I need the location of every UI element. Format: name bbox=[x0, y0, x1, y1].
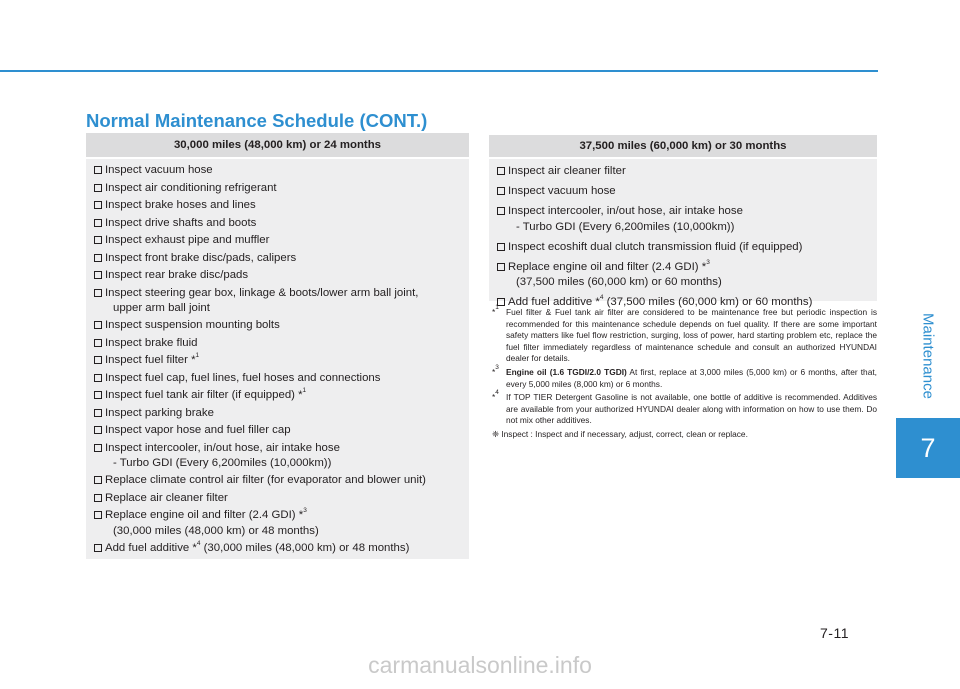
footnote bbox=[489, 304, 877, 365]
side-chapter-label bbox=[896, 296, 960, 416]
checkbox-icon bbox=[94, 544, 102, 552]
footnote bbox=[489, 389, 877, 427]
footnotes bbox=[489, 304, 877, 443]
checklist-item bbox=[94, 216, 469, 231]
checklist-item bbox=[94, 163, 469, 178]
footnote-text: Fuel filter & Fuel tank air filter are considered to be maintenance free but periodic inspection is recommended for this maintenance schedule depends on fuel quality. If there are some important safety matters like fuel flow restriction, surging, loss of power, hard starting problem etc, replace the fuel filter immediately regardless of maintenance schedule and consult an authorized HYUNDAI dealer for details. bbox=[506, 307, 877, 364]
checklist-item bbox=[94, 286, 469, 316]
checkbox-icon bbox=[94, 184, 102, 192]
checklist-item-interval: (30,000 miles (48,000 km) or 48 months) bbox=[200, 542, 410, 555]
inspect-note: ❈ Inspect : Inspect and if necessary, adjust, correct, clean or replace. bbox=[492, 428, 748, 439]
checklist-item-interval: (37,500 miles (60,000 km) or 60 months) bbox=[603, 296, 813, 309]
footnote-mark bbox=[492, 304, 499, 319]
checkbox-icon bbox=[94, 511, 102, 519]
checkbox-icon bbox=[94, 166, 102, 174]
checkbox-icon bbox=[94, 201, 102, 209]
footnote bbox=[489, 363, 877, 390]
checkbox-icon bbox=[497, 207, 505, 215]
checklist-item bbox=[94, 336, 469, 351]
checkbox-icon bbox=[94, 444, 102, 452]
checklist-item bbox=[94, 268, 469, 283]
footnote-ref: 3 bbox=[303, 507, 307, 515]
checkbox-icon bbox=[94, 219, 102, 227]
checkbox-icon bbox=[94, 356, 102, 364]
checkbox-icon bbox=[94, 236, 102, 244]
checklist-item-text: Replace engine oil and filter (2.4 GDI) * bbox=[105, 509, 304, 522]
checklist-item-text: Inspect steering gear box, linkage & boots/lower arm ball joint, bbox=[105, 286, 419, 299]
side-chapter-label-text: Maintenance bbox=[919, 313, 937, 399]
checklist-item-text: Inspect intercooler, in/out hose, air intake hose bbox=[508, 205, 743, 218]
footnote-asterisk: * bbox=[492, 366, 496, 377]
checkbox-icon bbox=[497, 167, 505, 175]
checkbox-icon bbox=[497, 187, 505, 195]
checklist-item-text: Replace climate control air filter (for evaporator and blower unit) bbox=[105, 474, 426, 487]
schedule-list-30000 bbox=[86, 159, 469, 556]
checklist-item bbox=[94, 198, 469, 213]
checklist-item bbox=[497, 164, 877, 179]
checklist-item bbox=[94, 423, 469, 438]
footnote-ref: 4 bbox=[196, 540, 201, 548]
checklist-item bbox=[497, 204, 877, 234]
checklist-item bbox=[94, 233, 469, 248]
checklist-item-text: Inspect brake fluid bbox=[105, 336, 198, 349]
checklist-item-text: Inspect exhaust pipe and muffler bbox=[105, 234, 270, 246]
checklist-item-text: Inspect air cleaner filter bbox=[508, 165, 626, 177]
checkbox-icon bbox=[94, 321, 102, 329]
checklist-item bbox=[94, 441, 469, 471]
footnote-asterisk: * bbox=[492, 307, 496, 317]
footnote-mark bbox=[492, 363, 499, 379]
footnote-ref: 3 bbox=[706, 259, 710, 267]
checkbox-icon bbox=[94, 339, 102, 347]
checkbox-icon bbox=[497, 263, 505, 271]
checklist-item bbox=[94, 181, 469, 196]
checklist-item-detail: upper arm ball joint bbox=[113, 301, 210, 314]
schedule-panel-30000 bbox=[86, 133, 469, 559]
checklist-item-text: Inspect ecoshift dual clutch transmission fluid (if equipped) bbox=[508, 240, 803, 253]
schedule-header-37500: 37,500 miles (60,000 km) or 30 months bbox=[489, 135, 877, 157]
checklist-item bbox=[94, 491, 469, 506]
schedule-list-37500 bbox=[489, 159, 877, 311]
checkbox-icon bbox=[94, 254, 102, 262]
checkbox-icon bbox=[94, 409, 102, 417]
checklist-item-text: Add fuel additive * bbox=[508, 296, 600, 309]
checkbox-icon bbox=[94, 391, 102, 399]
top-rule bbox=[0, 70, 878, 72]
checklist-item-text: Inspect brake hoses and lines bbox=[105, 199, 256, 211]
checklist-item-text: Inspect parking brake bbox=[105, 406, 214, 419]
checklist-item-detail: (30,000 miles (48,000 km) or 48 months) bbox=[113, 524, 319, 537]
checkbox-icon bbox=[94, 476, 102, 484]
checklist-item-text: Inspect rear brake disc/pads bbox=[105, 269, 249, 281]
checklist-item-detail: - Turbo GDI (Every 6,200miles (10,000km)) bbox=[113, 456, 332, 469]
checklist-item-text: Inspect fuel cap, fuel lines, fuel hoses and connections bbox=[105, 371, 381, 384]
checklist-item-detail: (37,500 miles (60,000 km) or 60 months) bbox=[516, 276, 722, 289]
checklist-item bbox=[94, 318, 469, 333]
footnote-ref: 1 bbox=[302, 387, 307, 395]
checklist-item bbox=[94, 353, 469, 368]
footnote-mark bbox=[492, 389, 499, 404]
checklist-item bbox=[497, 260, 877, 290]
checklist-item-text: Inspect vacuum hose bbox=[105, 164, 213, 176]
footnote-number: 3 bbox=[495, 363, 499, 371]
footnote-ref: 4 bbox=[599, 294, 604, 302]
checklist-item-text: Inspect suspension mounting bolts bbox=[105, 319, 280, 332]
checklist-item-text: Inspect drive shafts and boots bbox=[105, 216, 257, 229]
checkbox-icon bbox=[94, 271, 102, 279]
footnote-bold: Engine oil (1.6 TGDI/2.0 TGDI) bbox=[506, 366, 627, 377]
footnote-text: If TOP TIER Detergent Gasoline is not available, one bottle of additive is recommended. Additives are available from your authorized HYUNDAI dealer along with information on how to use them. Do not mix other additives. bbox=[506, 392, 877, 426]
checklist-item-text: Inspect intercooler, in/out hose, air intake hose bbox=[105, 441, 340, 454]
watermark: carmanualsonline.info bbox=[368, 652, 592, 678]
checklist-item-text: Inspect front brake disc/pads, calipers bbox=[105, 251, 297, 264]
checklist-item bbox=[94, 371, 469, 386]
checklist-item-text: Add fuel additive * bbox=[105, 542, 197, 555]
checklist-item-text: Inspect fuel filter * bbox=[105, 354, 196, 367]
checklist-item-text: Replace air cleaner filter bbox=[105, 491, 228, 504]
checklist-item bbox=[94, 508, 469, 538]
footnote-number: 1 bbox=[495, 304, 499, 311]
checklist-item bbox=[497, 184, 877, 199]
schedule-header-30000: 30,000 miles (48,000 km) or 24 months bbox=[86, 133, 469, 157]
footnote-ref: 1 bbox=[195, 352, 200, 360]
footnote-asterisk: * bbox=[492, 392, 496, 403]
checkbox-icon bbox=[94, 426, 102, 434]
footnote-number: 4 bbox=[495, 389, 499, 397]
footnote-text: At first, replace at 3,000 miles (5,000 km) or 6 months, after that, every 5,000 miles (8,000 km) or 6 months. bbox=[506, 366, 877, 389]
checkbox-icon bbox=[94, 374, 102, 382]
chapter-tab bbox=[896, 418, 960, 478]
checklist-item-text: Inspect vapor hose and fuel filler cap bbox=[105, 424, 291, 437]
checklist-item-text: Inspect vacuum hose bbox=[508, 185, 616, 198]
checklist-item-detail: - Turbo GDI (Every 6,200miles (10,000km)) bbox=[516, 220, 735, 233]
checklist-item-text: Inspect air conditioning refrigerant bbox=[105, 181, 277, 194]
checklist-item bbox=[94, 388, 469, 403]
checkbox-icon bbox=[94, 494, 102, 502]
page-number: 7-11 bbox=[820, 625, 849, 641]
checklist-item-text: Inspect fuel tank air filter (if equipped) * bbox=[105, 389, 303, 402]
checkbox-icon bbox=[94, 289, 102, 297]
checklist-item-text: Replace engine oil and filter (2.4 GDI) * bbox=[508, 261, 707, 274]
schedule-panel-37500 bbox=[489, 135, 877, 309]
chapter-number: 7 bbox=[920, 432, 936, 463]
checklist-item bbox=[497, 240, 877, 255]
checkbox-icon bbox=[497, 243, 505, 251]
checklist-item bbox=[94, 406, 469, 421]
checklist-item bbox=[94, 251, 469, 266]
checklist-item bbox=[94, 541, 469, 556]
checklist-item bbox=[94, 473, 469, 488]
page-title: Normal Maintenance Schedule (CONT.) bbox=[86, 110, 428, 131]
